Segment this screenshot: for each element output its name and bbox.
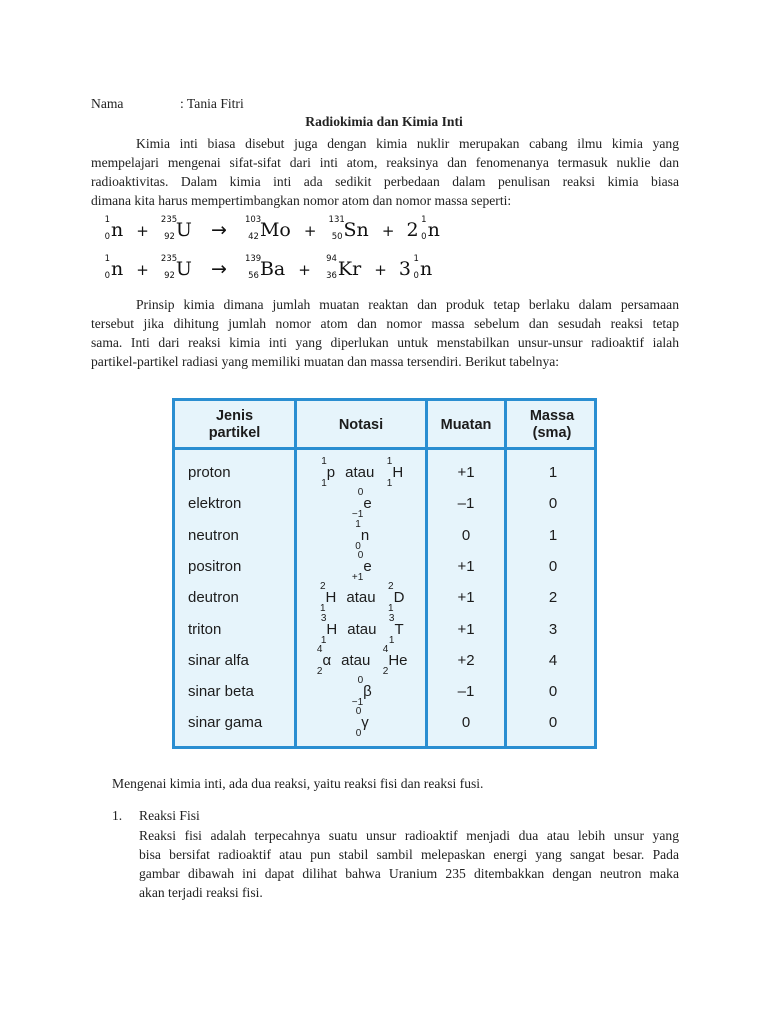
- particle-notation: [296, 612, 426, 646]
- particle-mass: 3: [548, 620, 558, 638]
- particle-charge: –1: [457, 495, 475, 513]
- atau-label: atau: [345, 464, 375, 481]
- nuclide: 235 92 U: [160, 215, 192, 242]
- coefficient: 2: [406, 219, 419, 241]
- section1-line-4: akan terjadi reaksi fisi.: [139, 885, 263, 900]
- nuclide: 235 92 U: [160, 254, 192, 281]
- nuclide: 1 0 n: [421, 215, 440, 242]
- para1-line-2: mempelajari mengenai sifat-sifat dari inti atom, reaksinya dan fenomenanya termasuk nuklie dan: [91, 155, 679, 170]
- isotope-notation: 4 2 He: [382, 643, 408, 677]
- particle-notation: [296, 456, 426, 489]
- isotope-notation: 2 1 D: [388, 581, 405, 615]
- para2-line-2: tersebut jika dihitung jumlah nomor atom dan nomor massa sebelum dan sesudah reaksi tetap: [91, 316, 679, 331]
- particle-mass: 0: [548, 557, 558, 575]
- para1-line-3: radioaktivitas. Dalam kimia inti ada sedikit perbedaan dalam penulisan reaksi kimia biasa: [91, 174, 679, 189]
- isotope-notation: 1 1 H: [386, 456, 404, 489]
- nuclide: 103 42 Mo: [244, 215, 291, 242]
- name-label: Nama: [91, 96, 124, 111]
- particle-charge: –1: [457, 683, 475, 701]
- header-muatan: Muatan: [440, 416, 492, 433]
- isotope-notation: 0 +1 e: [351, 549, 372, 583]
- nuclide: 139 56 Ba: [244, 254, 286, 281]
- isotope-notation: 1 0 n: [355, 518, 370, 552]
- nuclide: 1 0 n: [104, 215, 124, 242]
- document-title: Radiokimia dan Kimia Inti: [305, 114, 463, 129]
- particle-name: proton: [188, 464, 231, 481]
- para1-line-4: dimana kita harus mempertimbangkan nomor atom dan nomor massa seperti:: [91, 193, 512, 208]
- particle-name: deutron: [188, 589, 239, 607]
- particle-name: positron: [188, 557, 242, 575]
- coefficient: 3: [398, 258, 411, 280]
- isotope-notation: 0 −1 e: [351, 487, 372, 521]
- particle-name: sinar gama: [188, 714, 263, 732]
- particle-charge: +1: [457, 589, 475, 607]
- particle-name: triton: [188, 620, 222, 638]
- isotope-notation: 3 1 H: [320, 612, 338, 646]
- para2-line-4: partikel-partikel radiasi yang memiliki muatan dan massa tersendiri. Berikut tabelnya:: [91, 354, 560, 369]
- isotope-notation: 2 1 H: [319, 581, 337, 615]
- atau-label: atau: [341, 651, 371, 669]
- nuclide: 94 36 Kr: [326, 254, 362, 281]
- particle-charge: 0: [461, 714, 471, 732]
- particle-mass: 1: [548, 464, 558, 481]
- particle-notation: [296, 706, 426, 740]
- particle-table: [172, 398, 597, 749]
- section1-number: 1.: [112, 808, 123, 823]
- isotope-notation: 3 1 T: [388, 612, 404, 646]
- nuclide: 1 0 n: [104, 254, 124, 281]
- particle-charge: +2: [457, 651, 475, 669]
- arrow-icon: →: [210, 258, 227, 280]
- equation-1: 1 0 n + 235 92 U → 103 42 Mo + 131 50 Sn + 2 1 0 n: [96, 219, 441, 241]
- particle-charge: +1: [457, 464, 475, 481]
- atau-label: atau: [347, 620, 377, 638]
- name-value: : Tania Fitri: [180, 96, 244, 111]
- header-massa: Massa (sma): [529, 408, 575, 441]
- para2-line-1: Prinsip kimia dimana jumlah muatan reaktan dan produk tetap berlaku dalam persamaan: [136, 297, 679, 312]
- isotope-notation: 1 1 p: [321, 456, 336, 489]
- particle-charge: +1: [457, 557, 475, 575]
- atau-label: atau: [346, 589, 376, 607]
- particle-notation: [296, 581, 426, 615]
- particle-mass: 0: [548, 683, 558, 701]
- arrow-icon: →: [210, 219, 227, 241]
- particle-mass: 0: [548, 495, 558, 513]
- para1-line-1: Kimia inti biasa disebut juga dengan kimia nuklir merupakan cabang ilmu kimia yang: [136, 136, 679, 151]
- particle-mass: 4: [548, 651, 558, 669]
- particle-notation: [296, 643, 426, 677]
- particle-charge: 0: [461, 526, 471, 544]
- particle-notation: [296, 675, 426, 709]
- intro-reactions: Mengenai kimia inti, ada dua reaksi, yaitu reaksi fisi dan reaksi fusi.: [112, 776, 484, 791]
- section1-line-3: gambar dibawah ini dapat dilihat bahwa Uranium 235 ditembakkan dengan neutron maka: [139, 866, 679, 881]
- header-notasi: Notasi: [338, 416, 384, 433]
- particle-name: sinar alfa: [188, 651, 249, 669]
- isotope-notation: 0 0 γ: [355, 706, 369, 740]
- nuclide: 1 0 n: [413, 254, 433, 281]
- header-jenis: Jenis partikel: [208, 408, 261, 441]
- equation-2: 1 0 n + 235 92 U → 139 56 Ba + 94 36 Kr + 3 1 0 n: [96, 258, 433, 280]
- particle-mass: 2: [548, 589, 558, 607]
- nuclide: 131 50 Sn: [328, 215, 369, 242]
- isotope-notation: 0 −1 β: [351, 675, 372, 709]
- isotope-notation: 4 2 α: [316, 643, 332, 677]
- particle-notation: [296, 549, 426, 583]
- section1-line-2: bisa bersifat radioaktif atau pun stabil sambil melepaskan energi yang sangat besar. Pada: [139, 847, 679, 862]
- particle-charge: +1: [457, 620, 475, 638]
- section1-line-1: Reaksi fisi adalah terpecahnya suatu unsur radioaktif menjadi dua atau lebih unsur yang: [139, 828, 679, 843]
- particle-mass: 1: [548, 526, 558, 544]
- particle-notation: [296, 487, 426, 521]
- section1-heading: Reaksi Fisi: [139, 808, 200, 823]
- particle-mass: 0: [548, 714, 558, 732]
- particle-name: elektron: [188, 495, 242, 513]
- particle-notation: [296, 518, 426, 552]
- particle-name: sinar beta: [188, 683, 254, 701]
- para2-line-3: sama. Inti dari reaksi kimia inti yang diperlukan untuk menstabilkan unsur-unsur radioaktif ialah: [91, 335, 679, 350]
- particle-name: neutron: [188, 526, 239, 544]
